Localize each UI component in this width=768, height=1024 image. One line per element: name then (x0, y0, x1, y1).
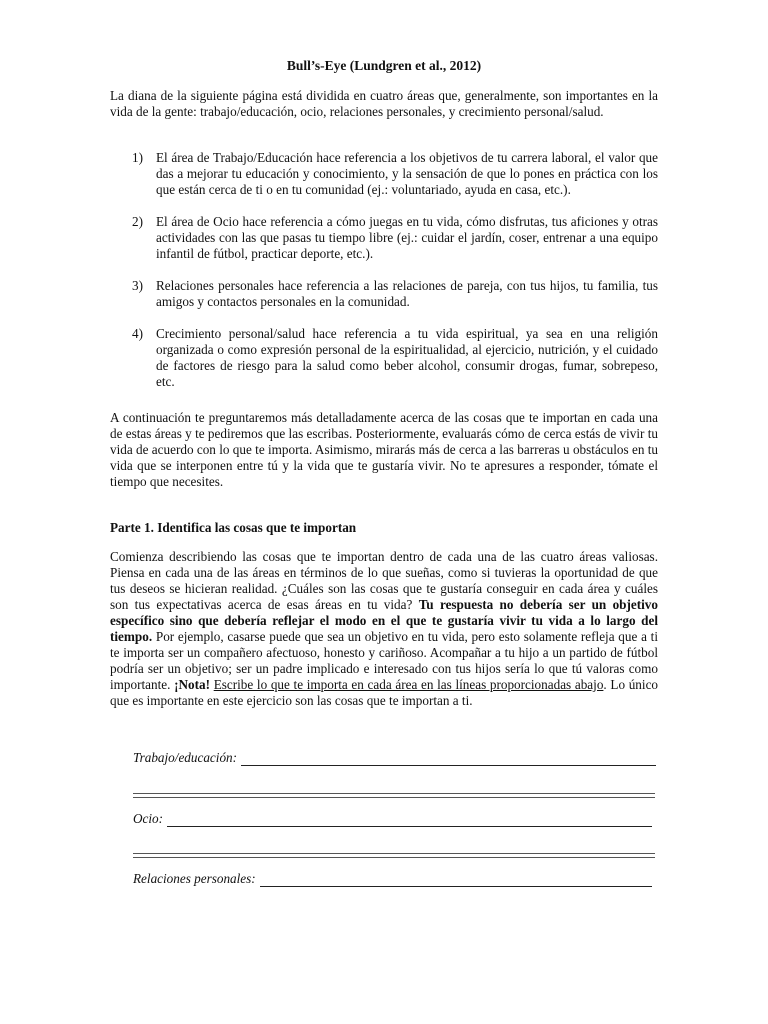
instructions-paragraph (110, 549, 658, 709)
instructions-emphasis: Tu respuesta no debería ser un objetivo específico sino que debería reflejar el modo en el que te gustaría vivir tu vida a lo largo del tiempo. (110, 597, 658, 644)
list-item-text: Relaciones personales hace referencia a las relaciones de pareja, con tus hijos, tu familia, tus amigos y contactos personales en la comunidad. (156, 278, 658, 309)
list-item-text: El área de Ocio hace referencia a cómo juegas en tu vida, cómo disfrutas, tus aficiones y otras actividades con las que pasas tu tiempo libre (ej.: cuidar el jardín, coser, entrenar a una equipo infantil de fútbol, practicar deporte, etc.). (156, 214, 658, 261)
list-number: 4) (132, 326, 143, 341)
instructions-text: Comienza describiendo las cosas que te importan dentro de cada una de las cuatro áreas valiosas. Piensa en cada una de las áreas en términos de lo que sueñas, como si tuvieras la oportunidad de que tus deseos se hicieran realidad. ¿Cuáles son las cosas que te gustaría conseguir en cada área y cuáles son tus expectativas acerca de esas áreas en tu vida? (110, 549, 658, 612)
note-label: ¡Nota! (174, 677, 210, 692)
list-item (110, 326, 658, 390)
instructions-text: . Lo único que es importante en este ejercicio son las cosas que te importan a ti. (110, 677, 659, 708)
continuation-paragraph: A continuación te preguntaremos más detalladamente acerca de las cosas que te importan en cada una de estas áreas y te pediremos que las escribas. Posteriormente, evaluarás cómo de cerca estás de vivir tu vida de acuerdo con lo que te importa. Asimismo, mirarás más de cerca a las barreras u obstáculos en tu vida que se interponen entre tú y la vida que te gustaría vivir. No te apresures a responder, tómate el tiempo que necesites. (110, 410, 658, 489)
field-label: Trabajo/educación: (133, 750, 238, 765)
field-label: Relaciones personales: (133, 871, 256, 886)
list-item (110, 214, 658, 262)
field-ocio (133, 811, 652, 827)
list-item-text: Crecimiento personal/salud hace referencia a tu vida espiritual, ya sea en una religión organizada o como expresión personal de la espiritualidad, al ejercicio, nutrición, y el cuidado de factores de riesgo para la salud como beber alcohol, consumir drogas, fumar, sobrepeso, etc. (156, 326, 658, 389)
write-line[interactable] (133, 853, 655, 858)
field-relaciones (133, 871, 652, 887)
list-item (110, 150, 658, 198)
list-number: 1) (132, 150, 143, 165)
write-line[interactable] (241, 753, 656, 766)
page-title: Bull’s-Eye (Lundgren et al., 2012) (286, 58, 482, 73)
list-number: 2) (132, 214, 143, 229)
field-label: Ocio: (133, 811, 164, 826)
list-item-text: El área de Trabajo/Educación hace referencia a los objetivos de tu carrera laboral, el valor que das a mejorar tu educación y conocimiento, y la sensación de que lo pones en práctica con los que están cerca de ti o en tu comunidad (ej.: voluntariado, ayuda en casa, etc.). (156, 150, 658, 197)
write-line[interactable] (167, 814, 652, 827)
field-trabajo (133, 750, 656, 766)
write-line[interactable] (260, 874, 652, 887)
list-item (110, 278, 658, 310)
areas-list (110, 150, 658, 406)
list-number: 3) (132, 278, 143, 293)
section-heading: Parte 1. Identifica las cosas que te importan (110, 520, 357, 535)
instructions-text: Por ejemplo, casarse puede que sea un objetivo en tu vida, pero esto solamente refleja que a ti te importa ser un compañero afectuoso, honesto y cariñoso. Acompañar a tu hijo a un partido de fútbol podría ser un objetivo; ser un padre implicado e interesado con tus hijos sería lo que tú valoras como importante. (110, 629, 658, 692)
intro-paragraph: La diana de la siguiente página está dividida en cuatro áreas que, generalmente, son importantes en la vida de la gente: trabajo/educación, ocio, relaciones personales, y crecimiento personal/salud. (110, 88, 658, 119)
write-line[interactable] (133, 793, 655, 798)
instructions-underlined: Escribe lo que te importa en cada área en las líneas proporcionadas abajo (213, 677, 604, 692)
